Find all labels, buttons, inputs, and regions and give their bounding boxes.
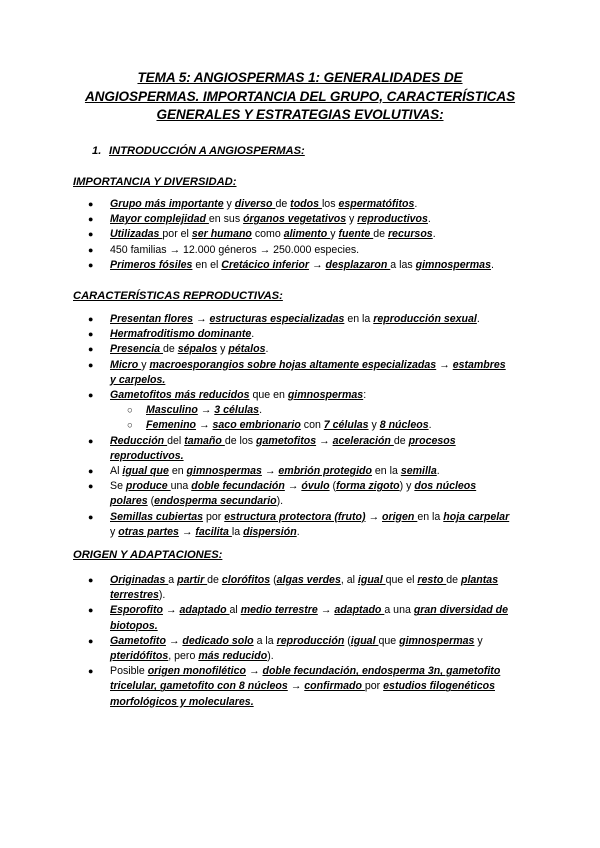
bullet-icon: ●: [88, 259, 94, 270]
emphasized-term: confirmado: [304, 680, 365, 693]
text-run: , pero: [168, 650, 199, 663]
text-line: [110, 358, 528, 373]
emphasized-term: Cretácico inferior: [221, 258, 310, 271]
text-line: [110, 212, 528, 227]
text-line: [110, 649, 528, 664]
text-run: y: [110, 525, 119, 538]
text-run: y: [368, 419, 380, 432]
text-run: →: [365, 510, 382, 523]
emphasized-term: 3 células: [214, 404, 260, 417]
text-line: [110, 588, 528, 603]
list-item: [0, 227, 600, 242]
list-item: [0, 258, 600, 273]
emphasized-term: endosperma secundario: [154, 495, 277, 508]
bullet-icon: ●: [88, 635, 94, 646]
bullet-icon: ●: [88, 466, 94, 477]
bullet-icon: ●: [88, 575, 94, 585]
text-run: →: [436, 358, 453, 371]
emphasized-term: produce: [125, 480, 171, 493]
bullet-icon: ●: [88, 344, 94, 355]
emphasized-term: biotopos.: [110, 619, 158, 632]
text-run: por: [364, 680, 384, 693]
bullet-icon: ○: [127, 420, 133, 432]
text-run: de los: [224, 434, 257, 447]
emphasized-term: facilita: [195, 525, 232, 538]
text-line: [110, 494, 528, 509]
subheading-caracteristicas: CARACTERÍSTICAS REPRODUCTIVAS:: [73, 290, 283, 302]
text-run: por: [203, 510, 225, 523]
text-run: .: [436, 465, 440, 478]
section-heading-introduccion: [92, 145, 305, 157]
title-line: TEMA 5: ANGIOSPERMAS 1: GENERALIDADES DE: [137, 70, 463, 85]
bullet-icon: ●: [88, 314, 94, 324]
text-run: a una: [384, 604, 414, 617]
emphasized-term: medio terrestre: [240, 604, 318, 617]
text-run: al: [229, 604, 241, 617]
emphasized-term: Masculino: [146, 404, 198, 417]
emphasized-term: adaptado: [334, 604, 385, 617]
bullet-icon: ●: [88, 511, 94, 522]
text-run: →: [193, 313, 210, 325]
text-line: [146, 418, 528, 433]
list-item: [0, 479, 600, 509]
text-line: [110, 342, 528, 357]
text-run: →: [197, 404, 215, 417]
list-item: [0, 510, 600, 540]
text-run: (: [344, 634, 351, 647]
text-run: 450 familias → 12.000 géneros → 250.000 especies.: [110, 243, 360, 256]
text-run: .: [414, 198, 418, 210]
emphasized-term: Gametofitos más reducidos: [110, 389, 250, 402]
text-line: [110, 312, 528, 327]
emphasized-term: 7 células: [323, 419, 369, 432]
emphasized-term: estudios filogenéticos: [383, 680, 495, 693]
emphasized-term: tamaño: [184, 434, 225, 447]
emphasized-term: polares: [110, 495, 148, 508]
text-run: que el: [385, 574, 418, 586]
text-run: →: [162, 604, 180, 617]
list-item: [0, 573, 600, 603]
emphasized-term: reproductivos.: [110, 449, 184, 462]
title-line: ANGIOSPERMAS. IMPORTANCIA DEL GRUPO, CARACTERÍSTICAS: [84, 88, 516, 104]
text-run: del: [167, 434, 185, 447]
text-run: y: [217, 343, 229, 356]
bullet-icon: ●: [88, 666, 94, 677]
list-item: [0, 664, 600, 710]
emphasized-term: dispersión: [243, 525, 297, 538]
text-run: y: [330, 228, 339, 241]
emphasized-term: aceleración: [332, 434, 394, 447]
emphasized-term: Reducción: [110, 434, 168, 447]
text-run: →: [246, 665, 263, 678]
bullet-icon: ●: [88, 244, 94, 255]
emphasized-term: óvulo: [301, 480, 330, 493]
emphasized-term: Hermafroditismo dominante: [110, 328, 252, 341]
text-run: .: [259, 404, 263, 417]
emphasized-term: gimnospermas: [399, 634, 475, 647]
text-run: →: [165, 634, 183, 647]
list-item: [0, 342, 600, 357]
emphasized-term: estructura protectora (fruto): [224, 510, 366, 523]
emphasized-term: Femenino: [146, 419, 197, 432]
emphasized-term: pteridófitos: [110, 650, 169, 663]
text-line: [110, 525, 528, 540]
emphasized-term: 8 núcleos: [379, 419, 429, 432]
bullet-icon: ●: [88, 390, 94, 401]
text-run: en el: [192, 258, 222, 271]
list-item: [0, 312, 600, 327]
emphasized-term: reproducción: [276, 634, 345, 647]
emphasized-term: Esporofito: [110, 604, 163, 617]
bullet-icon: ●: [88, 435, 94, 446]
text-line: [110, 619, 528, 634]
emphasized-term: adaptado: [179, 604, 230, 617]
text-run: los: [321, 198, 339, 210]
text-run: →: [261, 465, 279, 478]
emphasized-term: igual: [350, 634, 379, 647]
text-run: y: [141, 358, 150, 371]
sub-list-item: [0, 418, 600, 433]
bullet-icon: ●: [88, 229, 94, 240]
text-run: →: [316, 434, 333, 447]
list-item: [0, 634, 600, 664]
text-run: y: [474, 634, 483, 647]
list-item: [0, 197, 600, 212]
text-run: .: [476, 313, 480, 325]
emphasized-term: saco embrionario: [212, 419, 301, 432]
text-run: (: [147, 495, 155, 508]
text-run: Posible: [110, 665, 148, 678]
emphasized-term: semilla: [400, 465, 437, 478]
emphasized-term: reproductivos: [357, 213, 428, 226]
text-run: →: [309, 258, 326, 271]
text-run: en sus: [208, 213, 244, 226]
text-run: y: [346, 213, 358, 226]
emphasized-term: doble fecundación, endosperma 3n, gametofito: [262, 665, 501, 678]
text-run: →: [196, 419, 213, 432]
emphasized-term: Micro: [110, 358, 142, 371]
text-line: [110, 679, 528, 694]
text-run: .: [428, 419, 432, 432]
emphasized-term: y carpelos.: [110, 373, 166, 386]
emphasized-term: más reducido: [198, 650, 268, 663]
text-line: [110, 464, 528, 479]
emphasized-term: diverso: [234, 198, 276, 210]
section-title: INTRODUCCIÓN A ANGIOSPERMAS:: [109, 145, 305, 157]
text-run: ) y: [399, 480, 415, 493]
text-line: [110, 449, 528, 464]
origen-list: [0, 573, 600, 710]
emphasized-term: forma zigoto: [336, 480, 400, 493]
emphasized-term: plantas: [461, 574, 499, 586]
emphasized-term: recursos: [387, 228, 433, 241]
text-run: →: [287, 680, 305, 693]
text-run: como: [251, 228, 284, 241]
emphasized-term: Grupo más importante: [110, 198, 224, 210]
text-run: de: [393, 434, 409, 447]
text-run: de: [207, 574, 222, 586]
text-run: →: [178, 525, 196, 538]
text-run: en la: [344, 313, 374, 325]
text-run: .: [432, 228, 436, 241]
sub-list-item: [0, 403, 600, 418]
bullet-icon: ●: [88, 359, 94, 370]
text-run: que: [378, 634, 400, 647]
text-run: .: [490, 258, 494, 271]
list-item: [0, 434, 600, 464]
bullet-icon: ●: [88, 214, 94, 225]
emphasized-term: Presentan flores: [110, 313, 194, 325]
list-item: [0, 388, 600, 403]
text-line: [110, 603, 528, 618]
text-run: en: [168, 465, 187, 478]
text-line: [110, 664, 528, 679]
emphasized-term: estambres: [452, 358, 506, 371]
section-number: 1.: [92, 145, 102, 157]
text-line: [110, 243, 528, 258]
text-run: de: [275, 198, 291, 210]
emphasized-term: gimnospermas: [186, 465, 262, 478]
emphasized-term: Originadas: [110, 574, 169, 586]
emphasized-term: hoja carpelar: [443, 510, 510, 523]
emphasized-term: espermatófitos: [338, 198, 415, 210]
emphasized-term: Primeros fósiles: [110, 258, 193, 271]
text-run: Se: [110, 480, 126, 493]
emphasized-term: macroesporangios sobre hojas altamente especializadas: [149, 358, 437, 371]
emphasized-term: doble fecundación: [191, 480, 285, 493]
text-run: (: [329, 480, 337, 493]
emphasized-term: morfológicos y moleculares.: [110, 695, 254, 708]
emphasized-term: órganos vegetativos: [243, 213, 347, 226]
emphasized-term: tricelular, gametofito con 8 núcleos: [110, 680, 288, 693]
caracteristicas-list: [0, 312, 600, 540]
text-run: una: [170, 480, 192, 493]
text-run: →: [284, 480, 302, 493]
text-line: [110, 227, 528, 242]
text-run: a: [168, 574, 178, 586]
emphasized-term: gimnospermas: [287, 389, 364, 402]
emphasized-term: pétalos: [228, 343, 266, 356]
emphasized-term: origen monofilético: [147, 665, 246, 678]
emphasized-term: Presencia: [110, 343, 164, 356]
emphasized-term: ser humano: [191, 228, 252, 241]
text-run: ).: [267, 650, 274, 663]
text-line: [110, 327, 528, 342]
text-run: de: [373, 228, 388, 241]
bullet-icon: ●: [88, 605, 94, 616]
subheading-importancia: IMPORTANCIA Y DIVERSIDAD:: [73, 176, 237, 188]
emphasized-term: Semillas cubiertas: [110, 510, 204, 523]
text-run: ).: [158, 589, 166, 602]
text-run: a las: [390, 258, 416, 271]
text-run: ).: [276, 495, 284, 508]
list-item: [0, 603, 600, 633]
document-title: [60, 69, 540, 125]
emphasized-term: terrestres: [110, 589, 159, 602]
list-item: [0, 358, 600, 388]
text-run: (: [270, 574, 277, 586]
emphasized-term: fuente: [338, 228, 374, 241]
emphasized-term: otras partes: [118, 525, 179, 538]
text-run: la: [231, 525, 244, 538]
bullet-icon: ●: [88, 481, 94, 492]
text-line: [110, 510, 528, 525]
text-line: [110, 388, 528, 403]
text-run: de: [446, 574, 461, 586]
text-run: .: [427, 213, 431, 226]
text-run: :: [363, 389, 367, 402]
text-line: [110, 258, 528, 273]
text-run: .: [251, 328, 255, 341]
emphasized-term: todos: [290, 198, 322, 210]
emphasized-term: resto: [417, 574, 447, 586]
text-run: de: [163, 343, 178, 356]
text-run: .: [296, 525, 300, 538]
emphasized-term: Gametofito: [110, 634, 166, 647]
list-item: [0, 464, 600, 479]
importancia-list: [0, 197, 600, 273]
text-run: Al: [110, 465, 123, 478]
text-line: [110, 695, 528, 710]
list-item: [0, 327, 600, 342]
bullet-icon: ●: [88, 329, 94, 340]
text-run: →: [317, 604, 335, 617]
emphasized-term: estructuras especializadas: [209, 313, 345, 325]
emphasized-term: desplazaron: [325, 258, 391, 271]
emphasized-term: dedicado solo: [182, 634, 254, 647]
bullet-icon: ●: [88, 199, 94, 209]
text-run: y: [223, 198, 235, 210]
text-run: en la: [417, 510, 444, 523]
emphasized-term: gametofitos: [256, 434, 317, 447]
text-run: que en: [249, 389, 288, 402]
text-run: , al: [340, 574, 358, 586]
text-run: .: [265, 343, 269, 356]
text-line: [110, 434, 528, 449]
text-line: [146, 403, 528, 418]
emphasized-term: gimnospermas: [415, 258, 491, 271]
bullet-icon: ○: [127, 405, 133, 417]
text-line: [110, 479, 528, 494]
emphasized-term: reproducción sexual: [373, 313, 477, 325]
text-run: por el: [162, 228, 192, 241]
text-line: [110, 373, 528, 388]
subheading-origen: ORIGEN Y ADAPTACIONES:: [73, 549, 223, 561]
text-run: con: [300, 419, 324, 432]
emphasized-term: igual: [357, 574, 386, 586]
emphasized-term: sépalos: [177, 343, 218, 356]
emphasized-term: igual que: [122, 465, 169, 478]
emphasized-term: dos núcleos: [414, 480, 477, 493]
emphasized-term: algas verdes: [276, 574, 341, 586]
emphasized-term: partir: [177, 574, 208, 586]
text-line: [110, 197, 528, 212]
list-item: [0, 212, 600, 227]
list-item: [0, 243, 600, 258]
emphasized-term: procesos: [408, 434, 456, 447]
emphasized-term: embrión protegido: [278, 465, 372, 478]
emphasized-term: gran diversidad de: [413, 604, 509, 617]
text-run: a la: [253, 634, 277, 647]
text-line: [110, 573, 528, 588]
emphasized-term: Mayor complejidad: [110, 213, 209, 226]
title-line: GENERALES Y ESTRATEGIAS EVOLUTIVAS:: [156, 107, 444, 122]
emphasized-term: origen: [382, 510, 418, 523]
emphasized-term: alimento: [283, 228, 331, 241]
emphasized-term: Utilizadas: [110, 228, 163, 241]
text-run: en la: [371, 465, 401, 478]
emphasized-term: clorófitos: [221, 574, 271, 586]
text-line: [110, 634, 528, 649]
